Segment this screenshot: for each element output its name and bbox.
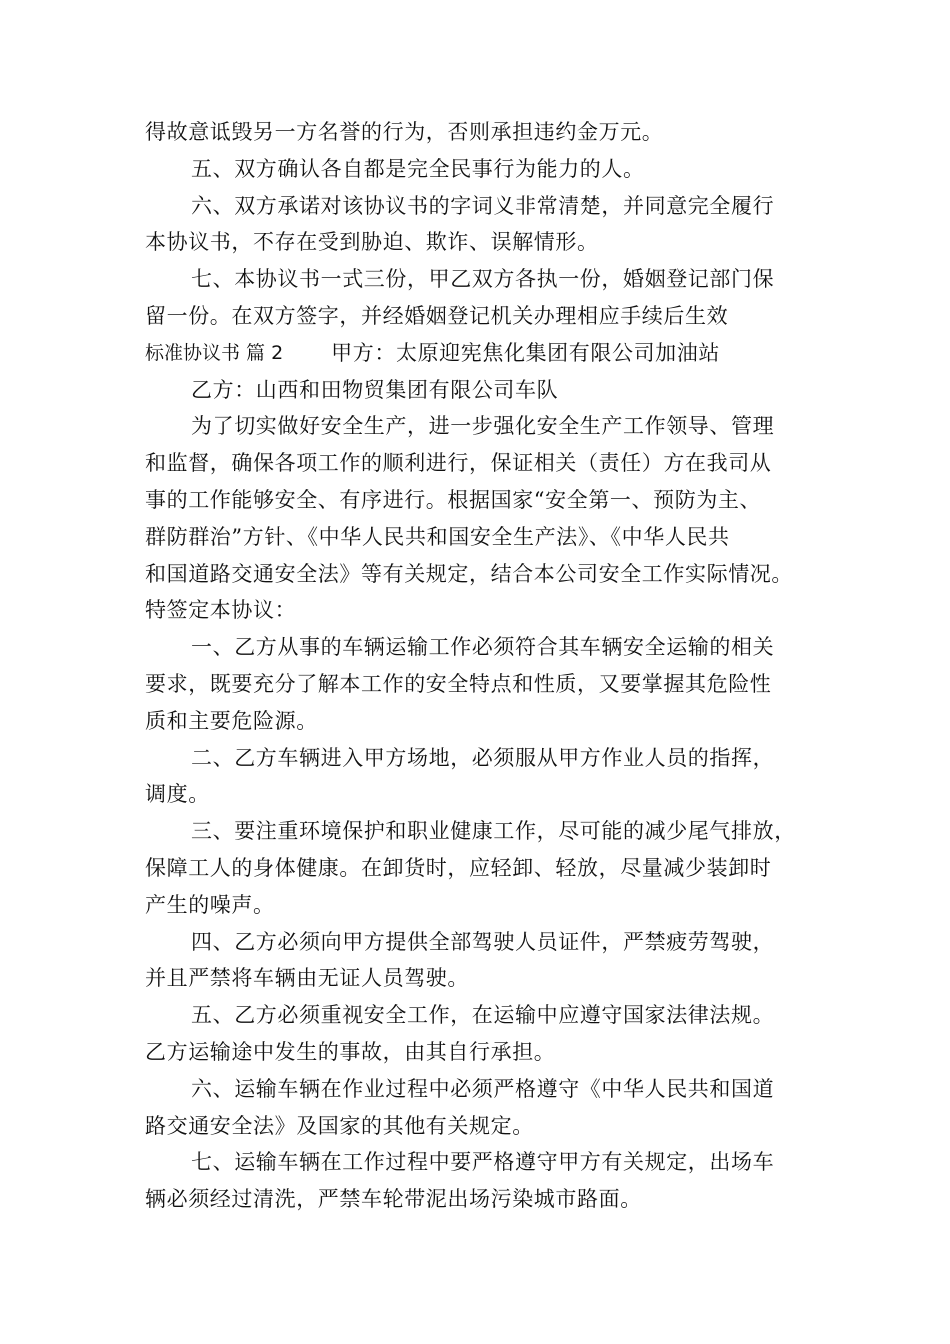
text-line: 并且严禁将车辆由无证人员驾驶。 bbox=[145, 966, 469, 991]
text-line: 乙方：山西和田物贸集团有限公司车队 bbox=[191, 377, 559, 402]
text-line: 产生的噪声。 bbox=[145, 892, 275, 917]
text-line: 群防群治”方针、《中华人民共和国安全生产法》、《中华人民共 bbox=[145, 524, 730, 549]
text-line: 七、本协议书一式三份，甲乙双方各执一份，婚姻登记部门保 bbox=[191, 267, 775, 292]
text-line: 路交通安全法》及国家的其他有关规定。 bbox=[145, 1113, 534, 1138]
text-line: 二、乙方车辆进入甲方场地，必须服从甲方作业人员的指挥， bbox=[191, 745, 775, 770]
text-line: 质和主要危险源。 bbox=[145, 708, 318, 733]
text-line: 保障工人的身体健康。在卸货时，应轻卸、轻放，尽量减少装卸时 bbox=[145, 855, 772, 880]
text-line: 事的工作能够安全、有序进行。根据国家“安全第一、预防为主、 bbox=[145, 487, 762, 512]
body-text-bottom bbox=[145, 372, 825, 1218]
body-text-top bbox=[145, 114, 825, 335]
document-body bbox=[145, 114, 825, 1218]
party-a-line: 甲方：太原迎宪焦化集团有限公司加油站 bbox=[331, 340, 720, 365]
text-line: 特签定本协议： bbox=[145, 598, 297, 623]
text-line: 四、乙方必须向甲方提供全部驾驶人员证件，严禁疲劳驾驶， bbox=[191, 929, 775, 954]
text-line: 六、双方承诺对该协议书的字词义非常清楚，并同意完全履行 bbox=[191, 193, 775, 218]
section-title: 标准协议书 篇 2 bbox=[145, 341, 284, 364]
section-heading bbox=[145, 335, 825, 372]
text-line: 五、乙方必须重视安全工作，在运输中应遵守国家法律法规。 bbox=[191, 1003, 775, 1028]
text-line: 七、运输车辆在工作过程中要严格遵守甲方有关规定，出场车 bbox=[191, 1150, 775, 1175]
text-line: 留一份。在双方签字，并经婚姻登记机关办理相应手续后生效 bbox=[145, 303, 729, 328]
text-line: 辆必须经过清洗，严禁车轮带泥出场污染城市路面。 bbox=[145, 1187, 642, 1212]
text-line: 三、要注重环境保护和职业健康工作，尽可能的减少尾气排放， bbox=[191, 819, 796, 844]
text-line: 一、乙方从事的车辆运输工作必须符合其车辆安全运输的相关 bbox=[191, 635, 775, 660]
text-line: 和国道路交通安全法》等有关规定，结合本公司安全工作实际情况。 bbox=[145, 561, 793, 586]
text-line: 五、双方确认各自都是完全民事行为能力的人。 bbox=[191, 156, 645, 181]
text-line: 和监督，确保各项工作的顺利进行，保证相关（责任）方在我司从 bbox=[145, 451, 772, 476]
text-line: 得故意诋毁另一方名誉的行为，否则承担违约金万元。 bbox=[145, 120, 664, 144]
text-line: 为了切实做好安全生产，进一步强化安全生产工作领导、管理 bbox=[191, 414, 775, 439]
text-line: 调度。 bbox=[145, 782, 210, 807]
text-line: 本协议书，不存在受到胁迫、欺诈、误解情形。 bbox=[145, 230, 599, 255]
text-line: 乙方运输途中发生的事故，由其自行承担。 bbox=[145, 1039, 556, 1064]
text-line: 要求，既要充分了解本工作的安全特点和性质，又要掌握其危险性 bbox=[145, 671, 772, 696]
text-line: 六、运输车辆在作业过程中必须严格遵守《中华人民共和国道 bbox=[191, 1076, 775, 1101]
